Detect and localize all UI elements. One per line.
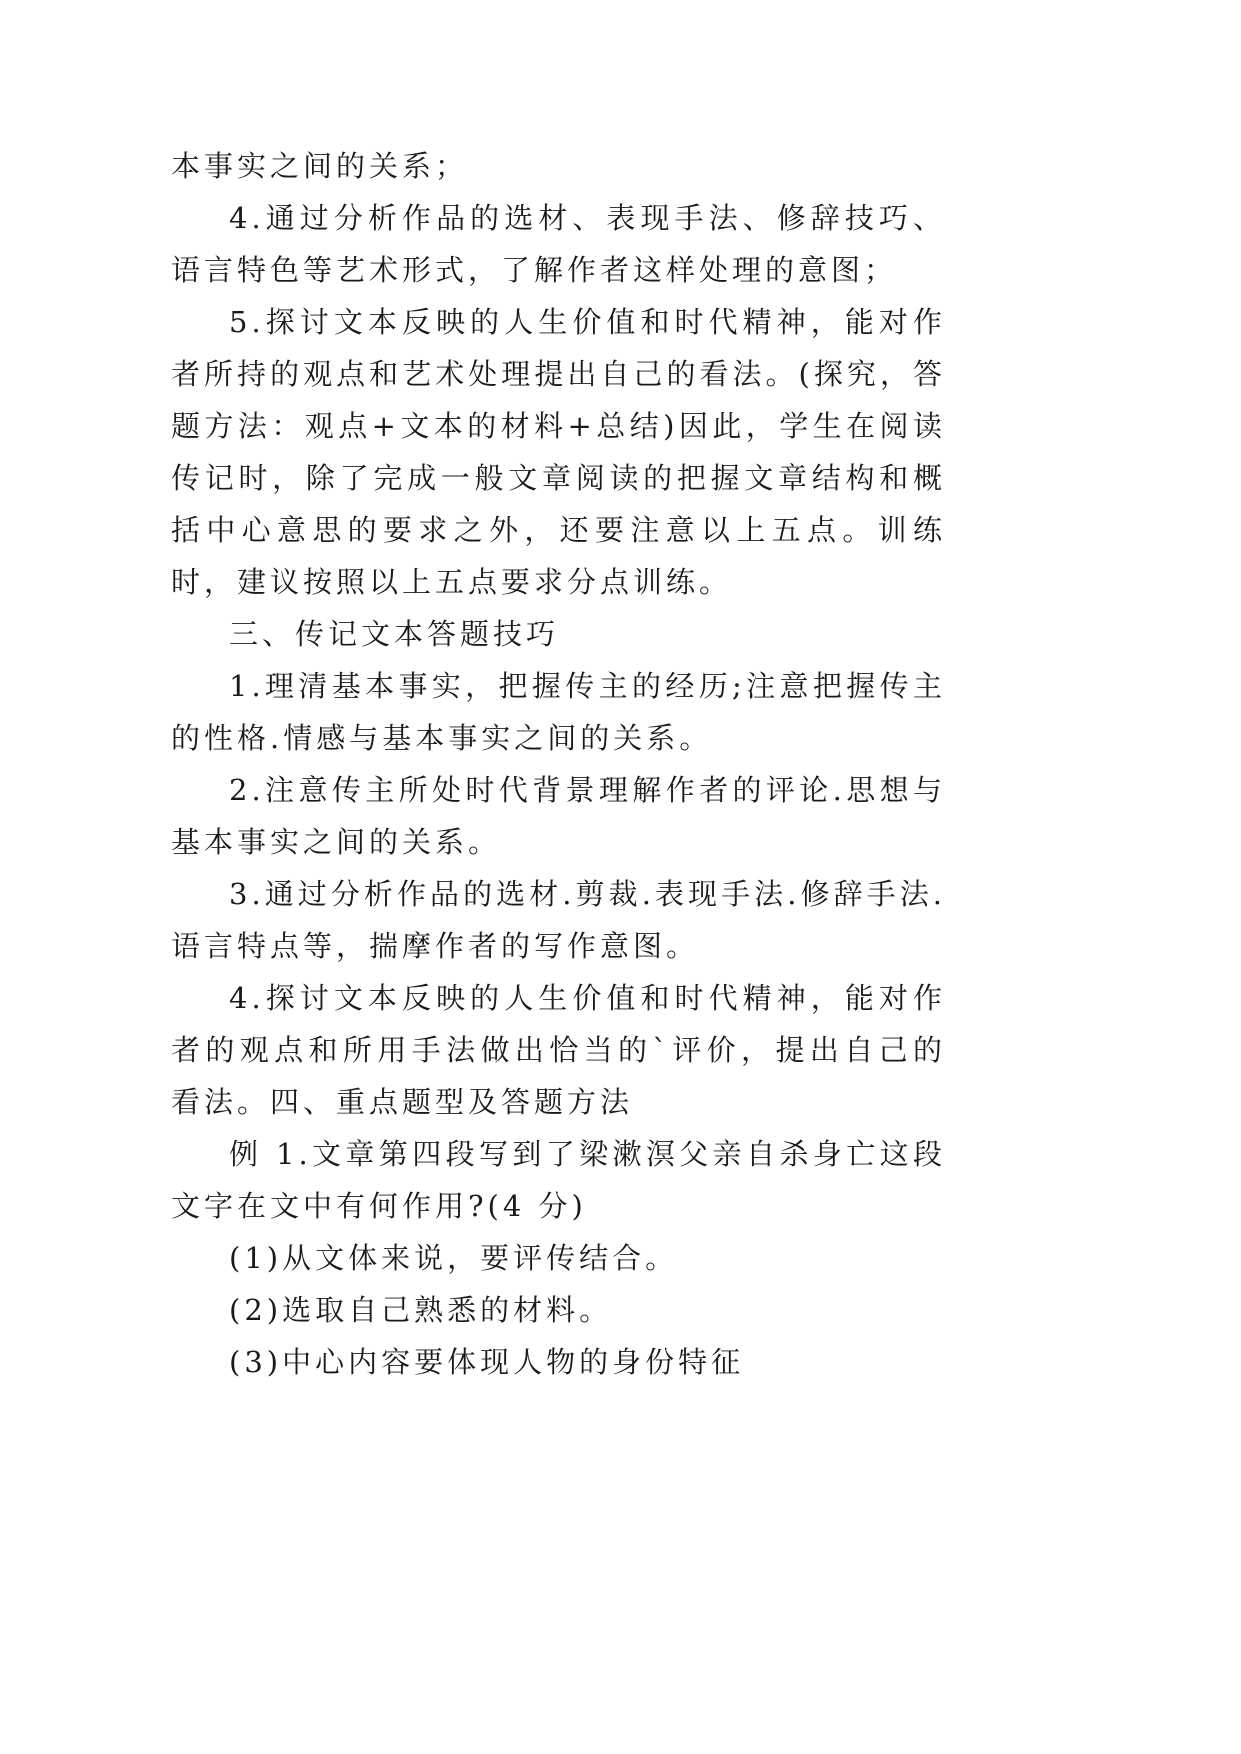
- paragraph-answer-1: (1)从文体来说，要评传结合。: [229, 1241, 679, 1275]
- paragraph-continuation: 本事实之间的关系；: [171, 149, 469, 183]
- paragraph-point-4: 4.通过分析作品的选材、表现手法、修辞技巧、语言特色等艺术形式，了解作者这样处理的意图；: [171, 201, 946, 287]
- paragraph-answer-2: (2)选取自己熟悉的材料。: [229, 1293, 613, 1327]
- paragraph-point-5: 5.探讨文本反映的人生价值和时代精神，能对作者所持的观点和艺术处理提出自己的看法。(探究，答题方法：观点+文本的材料+总结)因此，学生在阅读传记时，除了完成一般文章阅读的把握文章结构和概括中心意思的要求之外，还要注意以上五点。训练时，建议按照以上五点要求分点训练。: [171, 305, 946, 599]
- paragraph-tip-2: 2.注意传主所处时代背景理解作者的评论.思想与基本事实之间的关系。: [171, 773, 946, 859]
- document-body: [171, 140, 946, 1388]
- section-heading-3: 三、传记文本答题技巧: [229, 617, 560, 651]
- paragraph-answer-3: (3)中心内容要体现人物的身份特征: [229, 1345, 745, 1379]
- paragraph-tip-1: 1.理清基本事实，把握传主的经历;注意把握传主的性格.情感与基本事实之间的关系。: [171, 669, 946, 755]
- paragraph-tip-3: 3.通过分析作品的选材.剪裁.表现手法.修辞手法.语言特点等，揣摩作者的写作意图。: [171, 877, 946, 963]
- paragraph-example-1: 例 1.文章第四段写到了梁漱溟父亲自杀身亡这段文字在文中有何作用?(4 分): [171, 1137, 946, 1223]
- paragraph-tip-4: 4.探讨文本反映的人生价值和时代精神，能对作者的观点和所用手法做出恰当的`评价，提出自己的看法。四、重点题型及答题方法: [171, 981, 946, 1119]
